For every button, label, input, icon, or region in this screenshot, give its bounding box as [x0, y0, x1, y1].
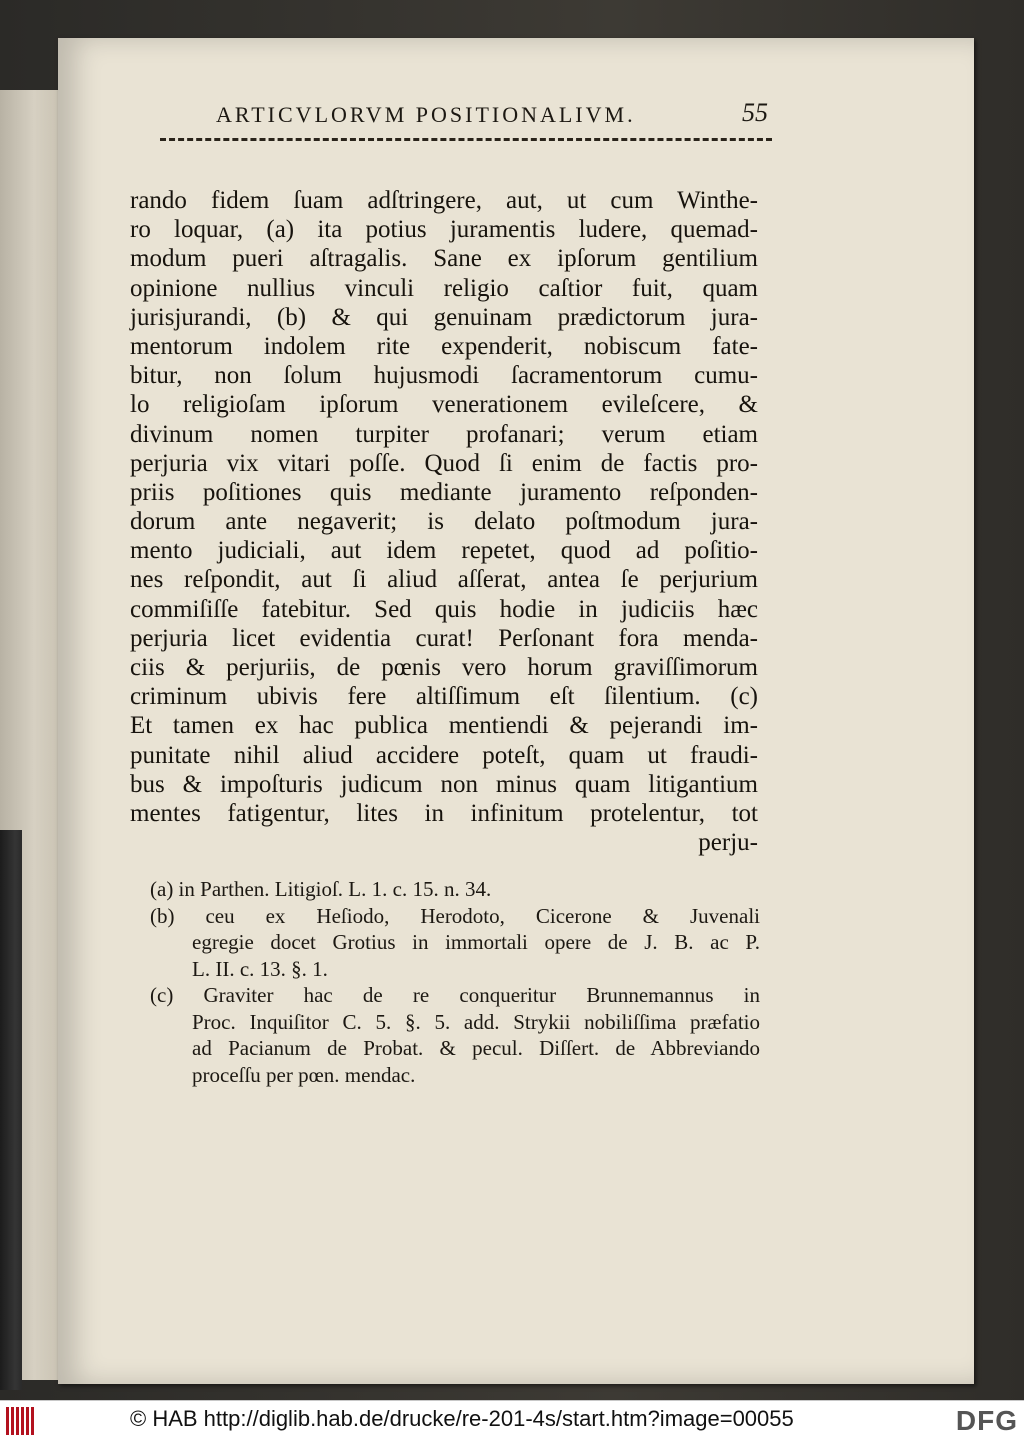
text-line: modum pueri aſtragalis. Sane ex ipſorum gentilium	[130, 245, 758, 273]
viewer-footer	[0, 1400, 1024, 1440]
text-line: mentorum indolem rite expenderit, nobiscum fate-	[130, 332, 758, 360]
text-line: ciis & perjuriis, de pœnis vero horum graviſſimorum	[130, 654, 758, 681]
text-line: criminum ubivis fere altiſſimum eſt ſilentium. (c)	[130, 683, 758, 711]
footnote-c-cont: proceſſu per pœn. mendac.	[192, 1062, 416, 1087]
text-line: perjuria licet evidentia curat! Perſonant fora menda-	[130, 624, 758, 652]
text-line: opinione nullius vinculi religio caſtior fuit, quam	[130, 274, 758, 302]
page-header	[160, 98, 772, 138]
text-line: rando fidem ſuam adſtringere, aut, ut cum Winthe-	[130, 187, 758, 214]
footnote-b-cont: L. II. c. 13. §. 1.	[192, 956, 328, 981]
text-line: nes reſpondit, aut ſi aliud aſſerat, antea ſe perjurium	[130, 566, 758, 594]
running-head: ARTICVLORVM POSITIONALIVM.	[216, 102, 636, 127]
source-credit: © HAB http://diglib.hab.de/drucke/re-201-4s/start.htm?image=00055	[130, 1406, 794, 1431]
book-spine	[0, 830, 22, 1390]
text-line: ro loquar, (a) ita potius juramentis ludere, quemad-	[130, 216, 758, 244]
text-line: punitate nihil aliud accidere poteſt, quam ut fraudi-	[130, 741, 758, 769]
text-line: bus & impoſturis judicum non minus quam litigantium	[130, 770, 758, 798]
text-line: commiſiſſe fatebitur. Sed quis hodie in judiciis hæc	[130, 595, 758, 623]
text-line: mento judiciali, aut idem repetet, quod ad poſitio-	[130, 537, 758, 565]
footnote-b: (b) ceu ex Heſiodo, Herodoto, Cicerone & Juvenali	[150, 903, 760, 928]
hab-logo-icon	[6, 1407, 36, 1435]
text-line: bitur, non ſolum hujusmodi ſacramentorum cumu-	[130, 362, 758, 390]
footnote-a: (a) in Parthen. Litigioſ. L. 1. c. 15. n. 34.	[150, 877, 492, 901]
page-number: 55	[742, 98, 768, 127]
footnotes	[150, 876, 760, 1088]
text-line: lo religioſam ipſorum venerationem evileſcere, &	[130, 391, 758, 419]
dfg-logo: DFG	[955, 1405, 1018, 1436]
header-rule	[160, 138, 772, 141]
text-line: jurisjurandi, (b) & qui genuinam prædictorum jura-	[130, 303, 758, 331]
text-line: perjuria vix vitari poſſe. Quod ſi enim de factis pro-	[130, 449, 758, 477]
text-line: priis poſitiones quis mediante juramento reſponden-	[130, 478, 758, 506]
text-line: mentes fatigentur, lites in infinitum protelentur, tot	[130, 799, 758, 827]
text-line: Et tamen ex hac publica mentiendi & pejerandi im-	[130, 712, 758, 740]
footnote-c: (c) Graviter hac de re conqueritur Brunnemannus in	[150, 983, 760, 1007]
text-line: dorum ante negaverit; is delato poſtmodum jura-	[130, 508, 758, 536]
footnote-c-cont: ad Pacianum de Probat. & pecul. Diſſert. de Abbreviando	[192, 1036, 760, 1060]
footnote-c-cont: Proc. Inquiſitor C. 5. §. 5. add. Strykii nobiliſſima præfatio	[192, 1009, 760, 1034]
footnote-b-cont: egregie docet Grotius in immortali opere de J. B. ac P.	[192, 930, 760, 954]
catchword: perju-	[698, 829, 758, 857]
text-line: divinum nomen turpiter profanari; verum etiam	[130, 420, 758, 448]
body-text	[130, 186, 758, 857]
